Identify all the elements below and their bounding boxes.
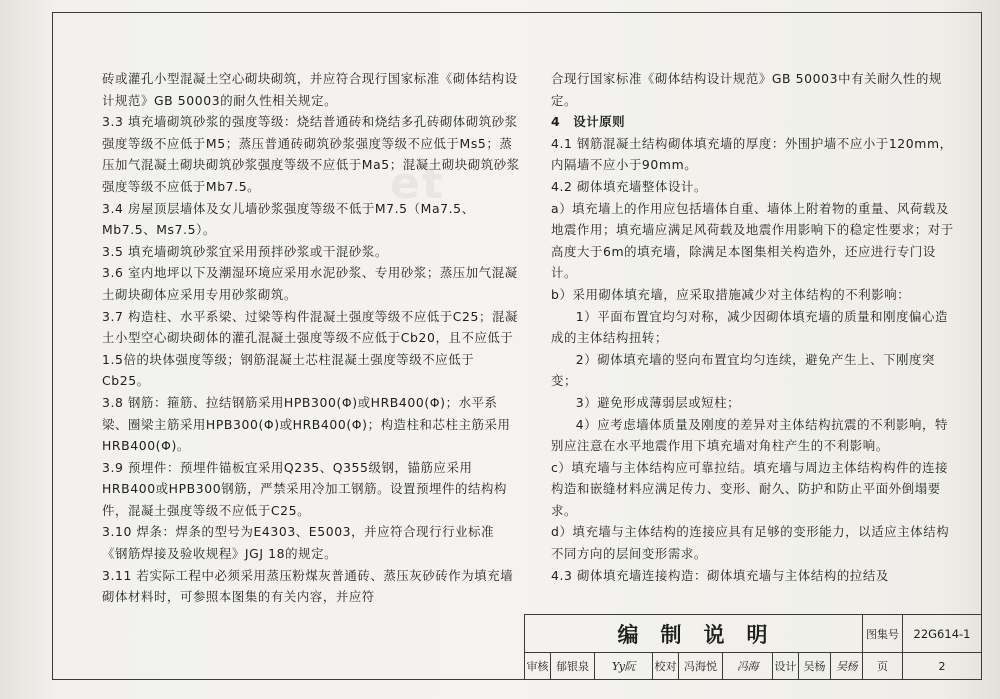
watermark: et: [390, 158, 445, 209]
paragraph: 4 设计原则: [551, 114, 626, 130]
check-signature: 冯海: [723, 653, 773, 679]
paragraph: c）填充墙与主体结构应可靠拉结。填充墙与周边主体结构构件的连接构造和嵌缝材料应满足传力、变形、耐久、防护和防止平面外倒塌要求。: [551, 459, 949, 518]
paragraph: 3.3 填充墙砌筑砂浆的强度等级：烧结普通砖和烧结多孔砖砌体砌筑砂浆强度等级不应低于M5；蒸压普通砖砌筑砂浆强度等级不应低于Ms5；蒸压加气混凝土砌块砌筑砂浆强度等级不应低于Ma5；混凝土砌块砌筑砂浆强度等级不应低于Mb7.5。: [102, 114, 520, 194]
paragraph: 4.1 钢筋混凝土结构砌体填充墙的厚度：外围护墙不应小于120mm，内隔墙不应小于90mm。: [551, 135, 953, 173]
check-label: 校对: [653, 653, 679, 679]
review-label: 审核: [525, 653, 551, 679]
page-label: 页: [863, 653, 903, 679]
design-signature: 吴杨: [831, 653, 863, 679]
paragraph: 3.10 焊条：焊条的型号为E4303、E5003，并应符合现行行业标准《钢筋焊接及验收规程》JGJ 18的规定。: [102, 524, 495, 562]
paragraph: 3）避免形成薄弱层或短柱；: [575, 394, 741, 410]
drawing-title: 编制说明: [525, 615, 863, 653]
atlas-number-label: 图集号: [863, 615, 903, 653]
paragraph: 4）应考虑墙体质量及刚度的差异对主体结构抗震的不利影响，特别应注意在水平地震作用下填充墙对角柱产生的不利影响。: [551, 416, 949, 454]
left-text-column: [102, 68, 520, 608]
design-name: 吴杨: [799, 653, 831, 679]
review-signature: Yy阮: [595, 653, 653, 679]
paragraph: 2）砌体填充墙的竖向布置宜均匀连续，避免产生上、下刚度突变；: [551, 351, 936, 389]
paragraph: 砖或灌孔小型混凝土空心砌块砌筑，并应符合现行国家标准《砌体结构设计规范》GB 50003的耐久性相关规定。: [102, 71, 518, 108]
paragraph: 3.4 房屋顶层墙体及女儿墙砂浆强度等级不低于M7.5（Ma7.5、Mb7.5、Ms7.5）。: [102, 200, 475, 238]
paragraph: 3.8 钢筋：箍筋、拉结钢筋采用HPB300(Φ)或HRB400(Φ)；水平系梁、圈梁主筋采用HPB300(Φ)或HRB400(Φ)；构造柱和芯柱主筋采用HRB400(Φ)。: [102, 394, 511, 454]
paragraph: 合现行国家标准《砌体结构设计规范》GB 50003中有关耐久性的规定。: [551, 71, 943, 108]
paragraph: 3.6 室内地坪以下及潮湿环境应采用水泥砂浆、专用砂浆；蒸压加气混凝土砌块砌体应采用专用砂浆砌筑。: [102, 265, 518, 302]
page-number: 2: [938, 659, 946, 673]
title-block: [524, 614, 982, 680]
paragraph: 4.2 砌体填充墙整体设计。: [551, 178, 707, 194]
signature-row: [525, 653, 981, 679]
paragraph: 3.5 填充墙砌筑砂浆宜采用预拌砂浆或干混砂浆。: [102, 243, 388, 259]
paragraph: a）填充墙上的作用应包括墙体自重、墙体上附着物的重量、风荷载及地震作用；填充墙应满足风荷载及地震作用影响下的稳定性要求；对于高度大于6m的填充墙，除满足本图集相关构造外，还应进行专门设计。: [551, 200, 954, 281]
paragraph: d）填充墙与主体结构的连接应具有足够的变形能力，以适应主体结构不同方向的层间变形需求。: [551, 524, 950, 562]
paragraph: 3.9 预埋件：预埋件锚板宜采用Q235、Q355级钢，锚筋应采用HRB400或HPB300钢筋，严禁采用冷加工钢筋。设置预埋件的结构构件，混凝土强度等级不应低于C25。: [102, 459, 507, 518]
design-label: 设计: [773, 653, 799, 679]
paragraph: 3.7 构造柱、水平系梁、过梁等构件混凝土强度等级不应低于C25；混凝土小型空心砌块砌体的灌孔混凝土强度等级不应低于Cb20，且不应低于1.5倍的块体强度等级；钢筋混凝土芯柱混凝土强度等级不应低于Cb25。: [102, 308, 518, 389]
check-name: 冯海悦: [679, 653, 723, 679]
paragraph: 1）平面布置宜均匀对称，减少因砌体填充墙的质量和刚度偏心造成的主体结构扭转；: [551, 308, 949, 346]
atlas-number: 22G614-1: [903, 615, 981, 653]
paragraph: 3.11 若实际工程中必须采用蒸压粉煤灰普通砖、蒸压灰砂砖作为填充墙砌体材料时，可参照本图集的有关内容，并应符: [102, 567, 514, 605]
paragraph: b）采用砌体填充墙，应采取措施减少对主体结构的不利影响：: [551, 286, 911, 302]
right-text-column: [551, 68, 959, 586]
review-name: 郁银泉: [551, 653, 595, 679]
paragraph: 4.3 砌体填充墙连接构造：砌体填充墙与主体结构的拉结及: [551, 567, 889, 583]
